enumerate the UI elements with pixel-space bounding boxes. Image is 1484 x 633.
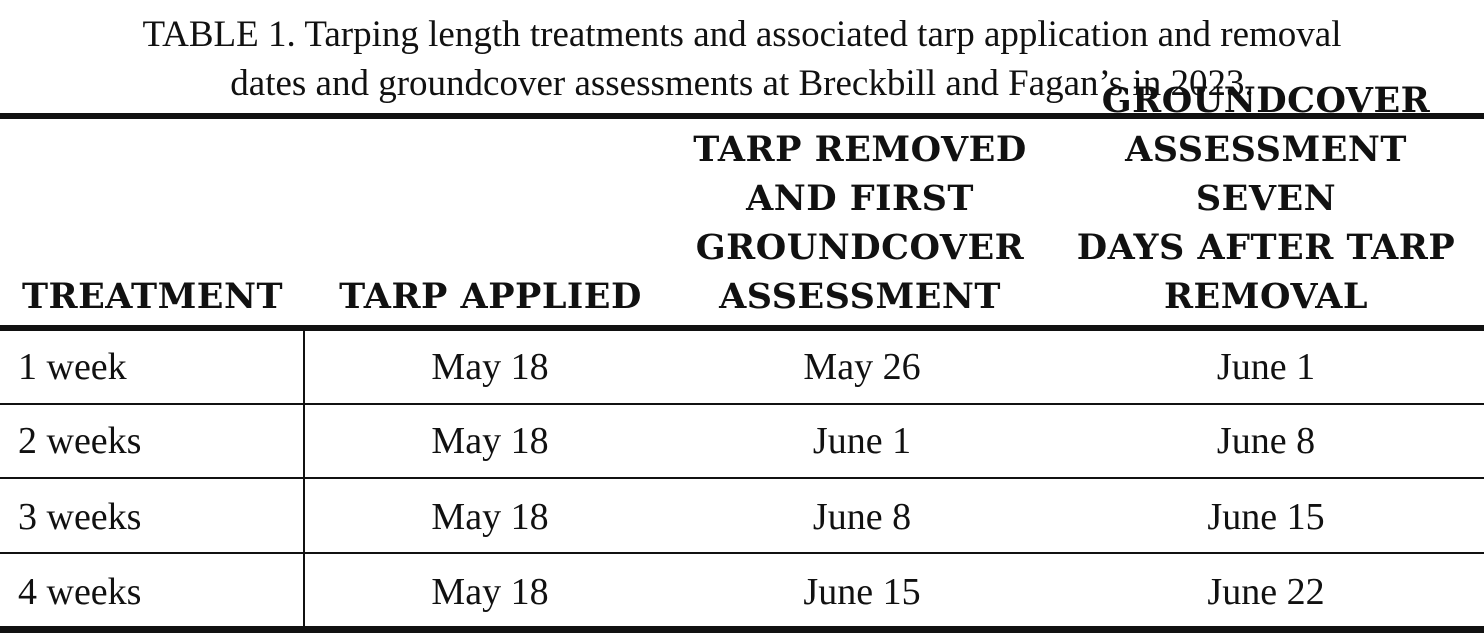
table-bottom-rule	[0, 626, 1484, 633]
header-text: ASSESSMENT SEVEN	[1125, 129, 1407, 219]
table-cell-tarp-removed: June 1	[812, 420, 912, 462]
header-text: TARP REMOVED	[693, 129, 1027, 170]
header-groundcover-seven-days	[1055, 80, 1477, 321]
header-text: REMOVAL	[1163, 276, 1369, 317]
table-cell-tarp-removed: June 15	[803, 571, 921, 613]
header-treatment	[0, 126, 305, 321]
table-cell-tarp-applied: May 18	[431, 420, 549, 462]
table-cell-assessment: June 1	[1216, 346, 1316, 388]
header-tarp-removed	[670, 126, 1050, 321]
table-cell-treatment: 1 week	[18, 346, 127, 388]
header-text: TARP APPLIED	[339, 276, 642, 317]
table-cell-assessment: June 15	[1207, 496, 1325, 538]
table-cell-tarp-applied: May 18	[431, 571, 549, 613]
table-cell-tarp-applied: May 18	[431, 346, 549, 388]
header-text: ASSESSMENT	[719, 276, 1001, 317]
table-cell-treatment: 3 weeks	[18, 496, 142, 538]
table-cell-assessment: June 22	[1207, 571, 1325, 613]
table-row-divider	[0, 552, 1484, 554]
table-cell-assessment: June 8	[1216, 420, 1316, 462]
caption-line-2: dates and groundcover assessments at Breckbill and Fagan’s in 2023.	[230, 63, 1254, 104]
table-cell-treatment: 2 weeks	[18, 420, 142, 462]
table-cell-tarp-removed: June 8	[812, 496, 912, 538]
caption-line-1: TABLE 1. Tarping length treatments and associated tarp application and removal	[142, 14, 1342, 55]
table-column-divider	[303, 331, 305, 626]
table-cell-tarp-removed: May 26	[803, 346, 921, 388]
header-text: DAYS AFTER TARP	[1076, 227, 1456, 268]
header-text: TREATMENT	[21, 276, 284, 317]
header-text: GROUNDCOVER	[695, 227, 1025, 268]
table-cell-treatment: 4 weeks	[18, 571, 142, 613]
header-text: GROUNDCOVER	[1101, 80, 1431, 121]
header-tarp-applied	[318, 126, 663, 321]
table-cell-tarp-applied: May 18	[431, 496, 549, 538]
table-row-divider	[0, 477, 1484, 479]
header-text: AND FIRST	[746, 178, 974, 219]
